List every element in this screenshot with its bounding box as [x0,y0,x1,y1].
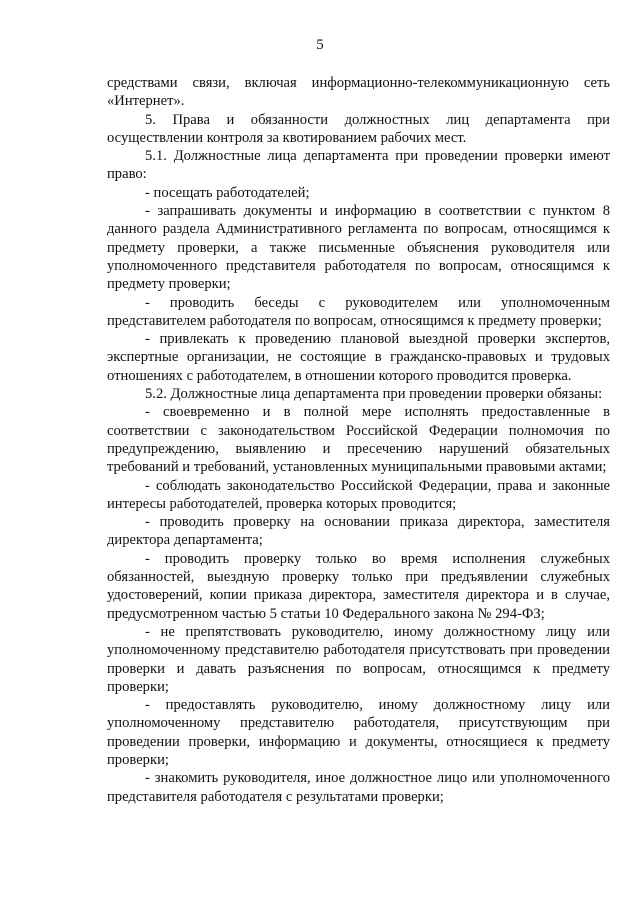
paragraph-continuation: средствами связи, включая информационно-телекоммуникационную сеть «Интернет». [107,75,610,110]
section-5-heading: 5. Права и обязанности должностных лиц департамента при осуществлении контроля за квотированием рабочих мест. [107,111,610,146]
rights-item-conversations: - проводить беседы с руководителем или уполномоченным представителем работодателя по вопросам, относящимся к предмету проверки; [107,294,610,329]
duty-item-provide-info: - предоставлять руководителю, иному должностному лицу или уполномоченному представителю работодателя, присутствующим при проведении проверки, информацию и документы, относящиеся к предмету проверки; [107,697,610,768]
duty-item-exercise-powers: - своевременно и в полной мере исполнять предоставленные в соответствии с законодательством Российской Федерации полномочия по предупреждению, выявлению и пресечению нарушений обязательных требований и требований, установленных муниципальными правовыми актами; [107,404,610,476]
duty-item-observe-law: - соблюдать законодательство Российской Федерации, права и законные интересы работодателей, проверка которых проводится; [107,477,610,512]
rights-item-visit: - посещать работодателей; [145,184,310,201]
page-number: 5 [316,37,324,53]
duty-item-order-basis: - проводить проверку на основании приказа директора, заместителя директора департамента; [107,514,610,549]
rights-item-request-documents: - запрашивать документы и информацию в соответствии с пунктом 8 данного раздела Административного регламента по вопросам, относящимся к предмету проверки, а также письменные объяснения руководителя или уполномоченного представителя работодателя по вопросам, относящимся к предмету проверки; [107,203,610,293]
section-5-2-intro: 5.2. Должностные лица департамента при проведении проверки обязаны: [145,386,603,403]
rights-item-experts: - привлекать к проведению плановой выездной проверки экспертов, экспертные организации, не состоящие в гражданско-правовых и трудовых отношениях с работодателем, в отношении которого проводится проверка. [107,331,610,384]
duty-item-service-time: - проводить проверку только во время исполнения служебных обязанностей, выездную проверку только при предъявлении служебных удостоверений, копии приказа директора, заместителя директора и в случае, предусмотренном частью 5 статьи 10 Федерального закона № 294-ФЗ; [107,550,610,622]
section-5-1-intro: 5.1. Должностные лица департамента при проведении проверки имеют право: [107,148,610,183]
document-body [107,74,610,806]
duty-item-not-obstruct: - не препятствовать руководителю, иному должностному лицу или уполномоченному представителю работодателя присутствовать при проведении проверки и давать разъяснения по вопросам, относящимся к предмету проверки; [107,623,610,695]
duty-item-acquaint-results: - знакомить руководителя, иное должностное лицо или уполномоченного представителя работодателя с результатами проверки; [107,770,610,805]
